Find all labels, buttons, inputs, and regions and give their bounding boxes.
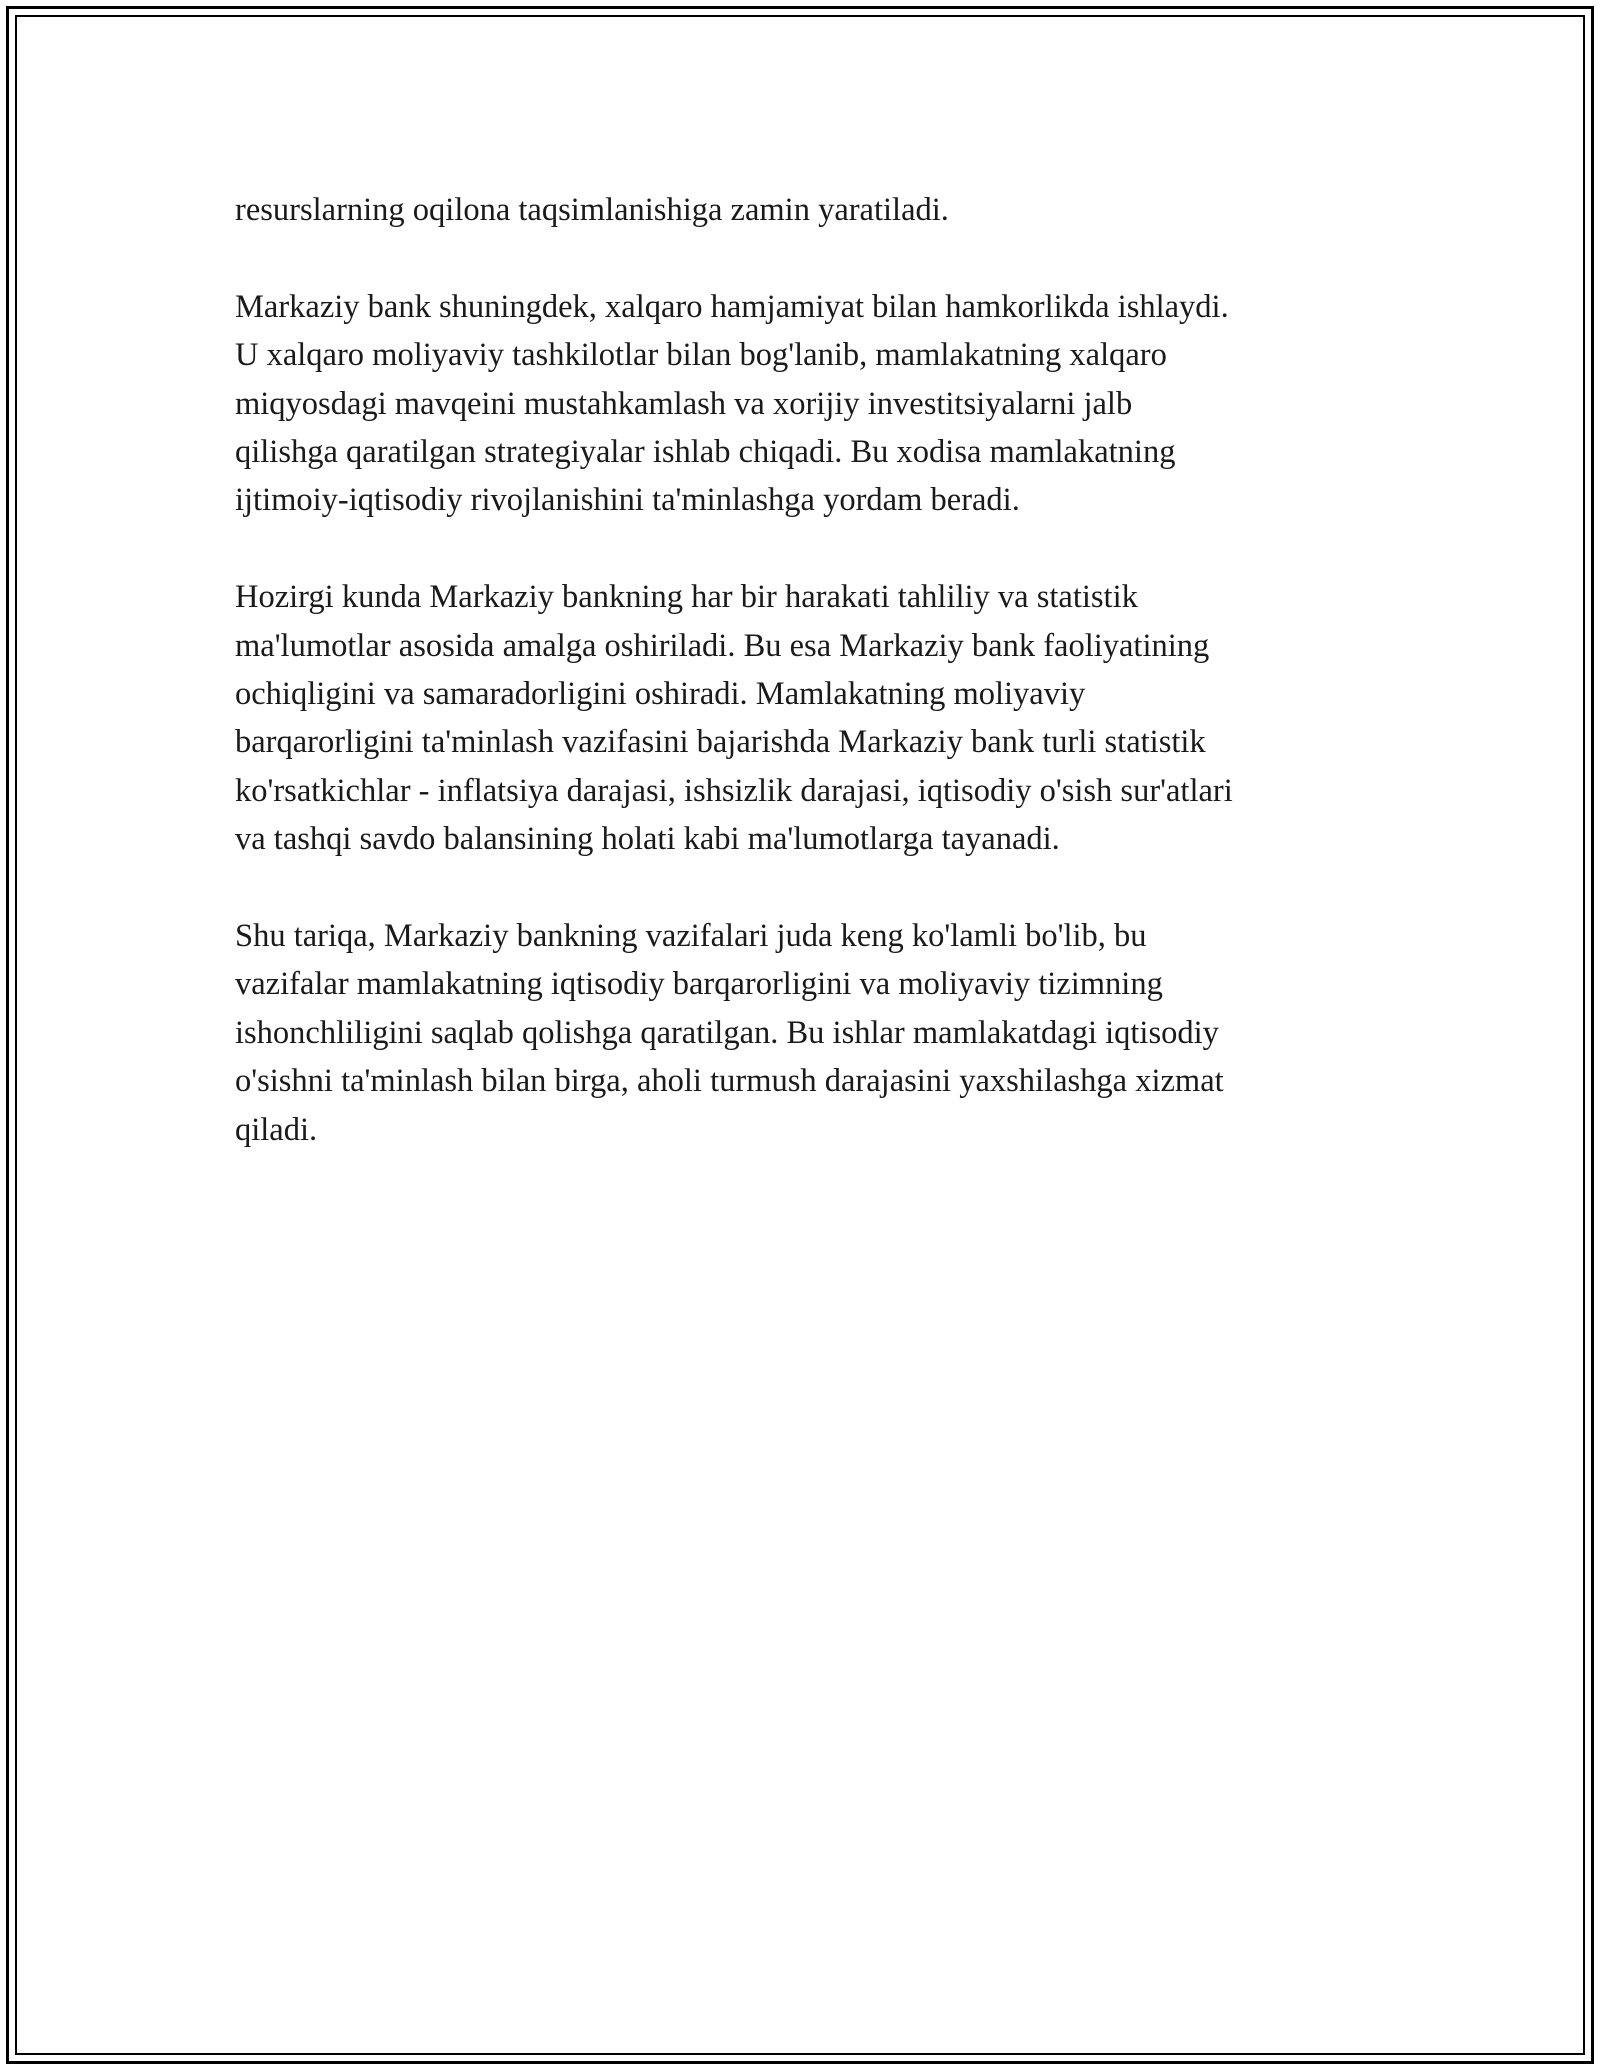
document-body <box>235 186 1375 1202</box>
paragraph-1: resurslarning oqilona taqsimlanishiga zamin yaratiladi. <box>235 192 949 228</box>
paragraph-4: Shu tariqa, Markaziy bankning vazifalari juda keng ko'lamli bo'lib, bu vazifalar mamlakatning iqtisodiy barqarorligini va moliyaviy tizimning ishonchliligini saqlab qolishga qaratilgan. Bu ishlar mamlakatdagi iqtisodiy o'sishni ta'minlash bilan birga, aholi turmush darajasini yaxshilashga xizmat qiladi. <box>235 918 1224 1148</box>
paragraph-3: Hozirgi kunda Markaziy bankning har bir harakati tahliliy va statistik ma'lumotlar asosida amalga oshiriladi. Bu esa Markaziy bank faoliyatining ochiqligini va samaradorligini oshiradi. Mamlakatning moliyaviy barqarorligini ta'minlash vazifasini bajarishda Markaziy bank turli statistik ko'rsatkichlar - inflatsiya darajasi, ishsizlik darajasi, iqtisodiy o'sish sur'atlari va tashqi savdo balansining holati kabi ma'lumotlarga tayanadi. <box>235 579 1233 858</box>
paragraph-2: Markaziy bank shuningdek, xalqaro hamjamiyat bilan hamkorlikda ishlaydi. U xalqaro moliyaviy tashkilotlar bilan bog'lanib, mamlakatning xalqaro miqyosdagi mavqeini mustahkamlash va xorijiy investitsiyalarni jalb qilishga qaratilgan strategiyalar ishlab chiqadi. Bu xodisa mamlakatning ijtimoiy-iqtisodiy rivojlanishini ta'minlashga yordam beradi. <box>235 288 1229 519</box>
